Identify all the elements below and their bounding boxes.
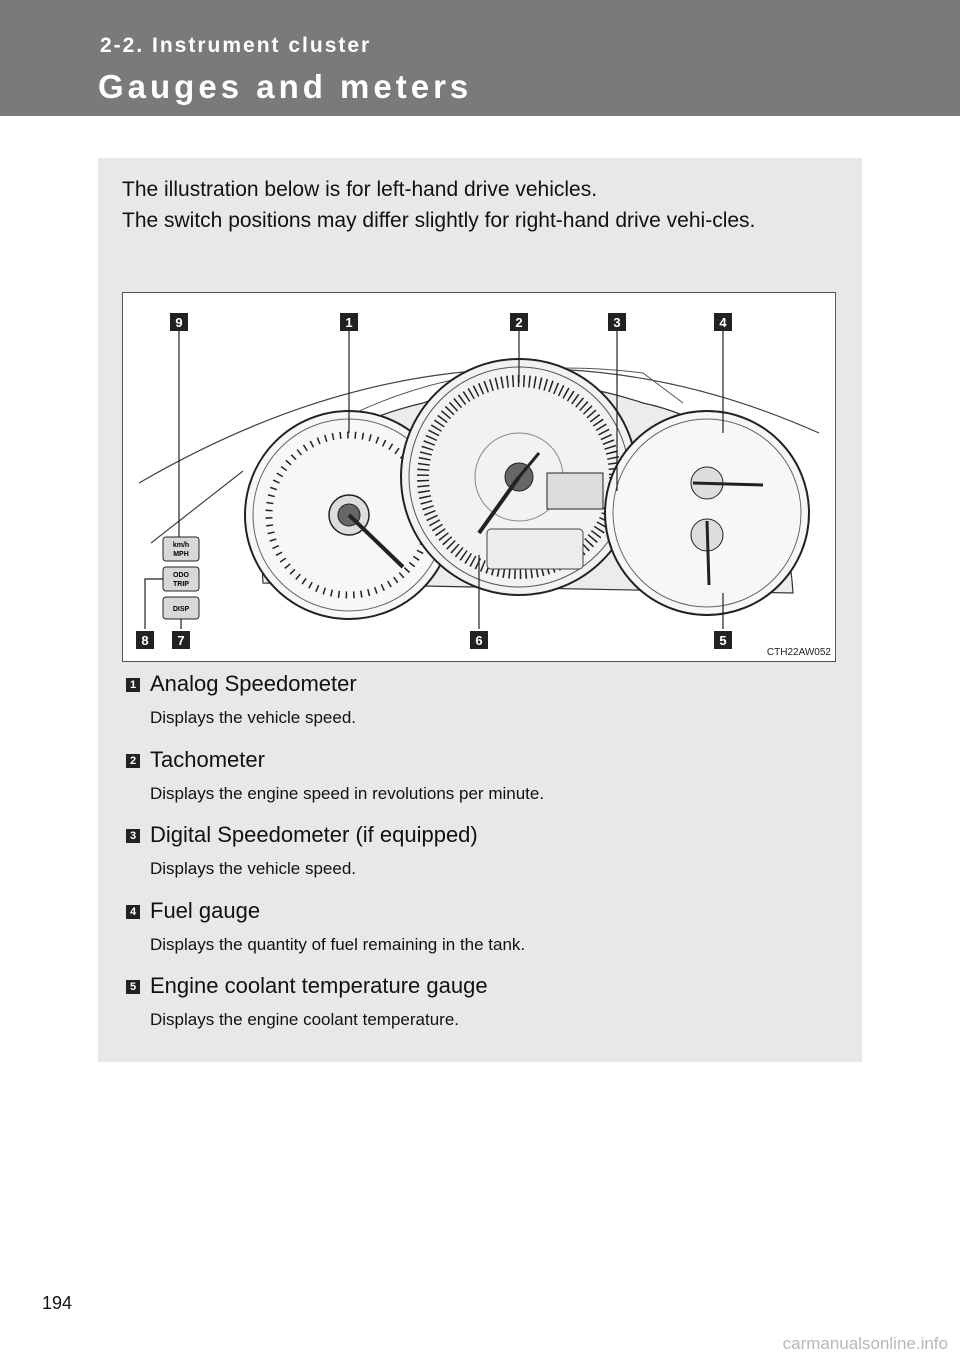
digital-speed-display <box>547 473 603 509</box>
tachometer-gauge <box>401 359 637 595</box>
page-number: 194 <box>42 1293 73 1313</box>
page-header <box>0 0 960 116</box>
item-title: Tachometer <box>150 746 265 772</box>
list-item <box>126 821 846 897</box>
illustration-code: CTH22AW052 <box>766 647 831 658</box>
item-number-badge: 5 <box>126 980 140 994</box>
callout-5: 5 <box>719 633 727 648</box>
callout-4: 4 <box>719 315 727 330</box>
content-panel <box>98 158 862 1062</box>
intro-text <box>122 174 836 236</box>
item-title: Digital Speedometer (if equipped) <box>150 822 478 847</box>
unit-button-label-2: MPH <box>173 551 189 558</box>
list-item <box>126 897 846 973</box>
item-title: Fuel gauge <box>150 897 261 923</box>
list-item <box>126 972 846 1048</box>
callout-9: 9 <box>175 315 183 330</box>
callout-3: 3 <box>613 315 621 330</box>
item-description: Displays the quantity of fuel remaining in the tank. <box>150 934 526 954</box>
page-title: Gauges and meters <box>98 68 473 105</box>
callout-8: 8 <box>141 633 149 648</box>
item-description: Displays the engine coolant temperature. <box>150 1010 460 1029</box>
disp-button-label: DISP <box>172 606 190 613</box>
gauge-list <box>126 670 846 1048</box>
odo-button-label-1: ODO <box>173 572 189 579</box>
item-title: Engine coolant temperature gauge <box>150 973 488 998</box>
unit-button-label-1: km/h <box>172 542 190 549</box>
cluster-drawing <box>123 293 835 661</box>
list-item <box>126 746 846 822</box>
callout-1: 1 <box>345 315 353 330</box>
callout-2: 2 <box>515 315 523 330</box>
item-description: Displays the vehicle speed. <box>150 708 357 727</box>
multi-info-display <box>487 529 583 569</box>
item-number-badge: 2 <box>126 754 140 768</box>
item-description: Displays the engine speed in revolutions per minute. <box>150 783 545 803</box>
instrument-cluster-illustration <box>122 292 836 662</box>
section-heading: 2-2. Instrument cluster <box>100 34 372 57</box>
item-number-badge: 1 <box>126 678 140 692</box>
item-description: Displays the vehicle speed. <box>150 859 357 878</box>
watermark: carmanualsonline.info <box>782 1334 948 1353</box>
list-item <box>126 670 846 746</box>
item-title: Analog Speedometer <box>150 671 357 696</box>
intro-line-1: The illustration below is for left-hand drive vehicles. <box>122 178 598 201</box>
intro-line-2: The switch positions may differ slightly for right-hand drive vehi-cles. <box>122 209 756 232</box>
callout-6: 6 <box>475 633 483 648</box>
item-number-badge: 4 <box>126 905 140 919</box>
callout-7: 7 <box>177 633 185 648</box>
odo-button-label-2: TRIP <box>173 581 189 588</box>
fuel-temp-gauge <box>605 411 809 615</box>
item-number-badge: 3 <box>126 829 140 843</box>
